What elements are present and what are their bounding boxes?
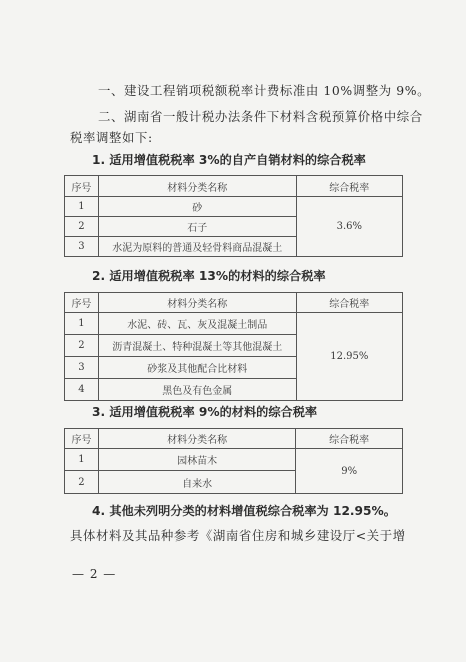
table-row bbox=[65, 313, 403, 335]
column-header-material-name: 材料分类名称 bbox=[98, 176, 296, 197]
column-header-rate: 综合税率 bbox=[296, 176, 402, 197]
row-number: 2 bbox=[65, 217, 99, 237]
column-header-number: 序号 bbox=[65, 176, 99, 197]
section-3-table bbox=[64, 428, 403, 494]
table-row bbox=[65, 197, 403, 217]
composite-rate: 3.6% bbox=[296, 197, 402, 257]
material-name: 黑色及有色金属 bbox=[98, 379, 296, 401]
composite-rate: 12.95% bbox=[296, 313, 402, 401]
page-number: — 2 — bbox=[72, 567, 117, 581]
row-number: 1 bbox=[65, 313, 99, 335]
column-header-number: 序号 bbox=[65, 429, 99, 449]
row-number: 3 bbox=[65, 357, 99, 379]
table-header-row bbox=[65, 293, 403, 313]
material-name: 砂浆及其他配合比材料 bbox=[98, 357, 296, 379]
table-header-row bbox=[65, 429, 403, 449]
row-number: 4 bbox=[65, 379, 99, 401]
table-header-row bbox=[65, 176, 403, 197]
material-name: 自来水 bbox=[98, 471, 295, 494]
paragraph-reference-line: 具体材料及其品种参考《湖南省住房和城乡建设厅<关于增 bbox=[70, 528, 406, 543]
row-number: 2 bbox=[65, 471, 99, 494]
paragraph-hunan-rate-line2: 税率调整如下: bbox=[70, 130, 153, 145]
section-1-table bbox=[64, 175, 403, 257]
section-4-heading: 4. 其他未列明分类的材料增值税综合税率为 12.95%。 bbox=[92, 504, 396, 518]
column-header-rate: 综合税率 bbox=[296, 293, 402, 313]
paragraph-vat-rate-adjustment: 一、建设工程销项税额税率计费标准由 10%调整为 9%。 bbox=[98, 83, 431, 98]
material-name: 水泥、砖、瓦、灰及混凝土制品 bbox=[98, 313, 296, 335]
table-row bbox=[65, 449, 403, 471]
material-name: 石子 bbox=[98, 217, 296, 237]
paragraph-hunan-rate-line1: 二、湖南省一般计税办法条件下材料含税预算价格中综合 bbox=[98, 109, 423, 124]
material-name: 水泥为原料的普通及轻骨料商品混凝土 bbox=[98, 237, 296, 257]
section-2-heading: 2. 适用增值税税率 13%的材料的综合税率 bbox=[92, 269, 326, 283]
column-header-rate: 综合税率 bbox=[296, 429, 403, 449]
composite-rate: 9% bbox=[296, 449, 403, 494]
column-header-number: 序号 bbox=[65, 293, 99, 313]
section-2-table bbox=[64, 292, 403, 401]
section-1-heading: 1. 适用增值税税率 3%的自产自销材料的综合税率 bbox=[92, 153, 366, 167]
row-number: 2 bbox=[65, 335, 99, 357]
section-3-heading: 3. 适用增值税税率 9%的材料的综合税率 bbox=[92, 405, 318, 419]
row-number: 3 bbox=[65, 237, 99, 257]
column-header-material-name: 材料分类名称 bbox=[98, 293, 296, 313]
row-number: 1 bbox=[65, 449, 99, 471]
row-number: 1 bbox=[65, 197, 99, 217]
material-name: 沥青混凝土、特种混凝土等其他混凝土 bbox=[98, 335, 296, 357]
material-name: 砂 bbox=[98, 197, 296, 217]
material-name: 园林苗木 bbox=[98, 449, 295, 471]
column-header-material-name: 材料分类名称 bbox=[98, 429, 295, 449]
